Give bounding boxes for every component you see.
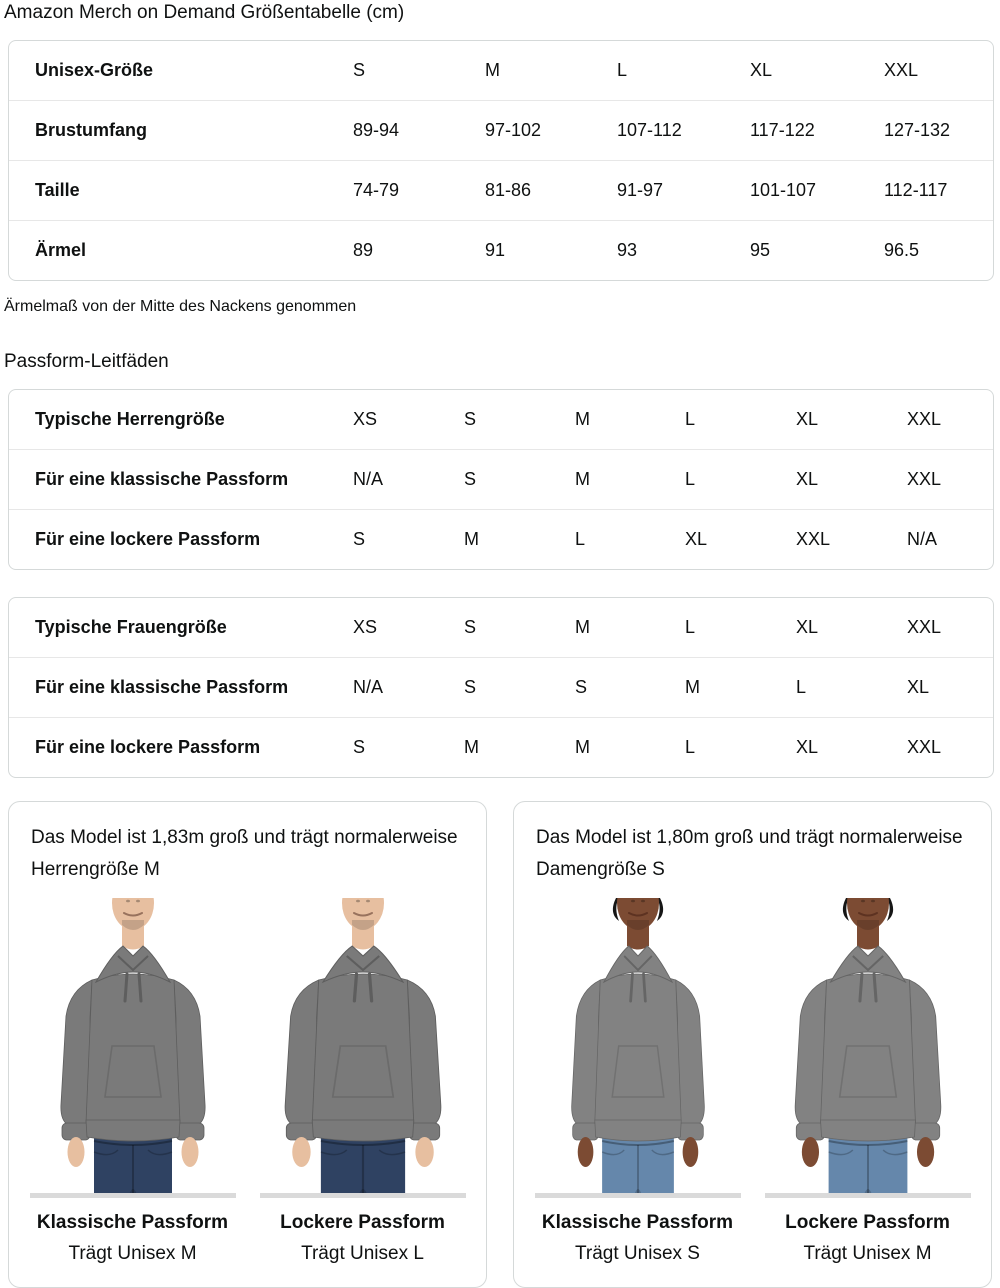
figures-row: [9, 898, 486, 1265]
size-cell: XL: [750, 60, 773, 80]
male-model-loose-fit-photo: [260, 898, 466, 1198]
table-row: [9, 657, 993, 717]
model-figure: [535, 898, 741, 1265]
row-label: Für eine klassische Passform: [9, 657, 353, 717]
size-caption: Trägt Unisex L: [301, 1243, 424, 1264]
size-cell: S: [464, 449, 575, 509]
female-model-loose-fit-photo: [765, 898, 971, 1198]
size-caption: Trägt Unisex S: [575, 1243, 700, 1264]
table-row: [9, 509, 993, 569]
row-label: Für eine lockere Passform: [9, 717, 353, 777]
size-cell: XL: [907, 657, 993, 717]
size-cell: M: [685, 657, 796, 717]
size-caption: Trägt Unisex M: [803, 1243, 932, 1264]
value-cell: 127-132: [884, 100, 993, 160]
size-cell: XL: [796, 449, 907, 509]
value-cell: 112-117: [884, 160, 993, 220]
size-cell: XS: [353, 617, 378, 637]
size-cell: M: [575, 617, 590, 637]
size-cell: L: [796, 657, 907, 717]
size-cell: S: [353, 509, 464, 569]
table-row: [9, 100, 993, 160]
value-cell: 117-122: [750, 100, 884, 160]
table-row: [9, 160, 993, 220]
size-cell: S: [353, 60, 366, 80]
womens-model-card: [513, 801, 992, 1288]
size-cell: M: [464, 717, 575, 777]
value-cell: 81-86: [485, 160, 617, 220]
fit-caption: Klassische Passform: [36, 1212, 229, 1233]
unisex-size-table: [8, 40, 994, 281]
size-cell: M: [485, 60, 500, 80]
fit-caption: Lockere Passform: [785, 1212, 950, 1233]
size-cell: XXL: [796, 509, 907, 569]
model-figure: [765, 898, 971, 1265]
row-label: Typische Frauengröße: [35, 617, 227, 637]
row-label: Ärmel: [9, 220, 353, 280]
male-model-classic-fit-photo: [30, 898, 236, 1198]
figures-row: [514, 898, 991, 1265]
size-cell: S: [464, 657, 575, 717]
size-cell: L: [685, 449, 796, 509]
size-cell: M: [575, 449, 685, 509]
size-cell: XL: [685, 509, 796, 569]
female-model-classic-fit-photo: [535, 898, 741, 1198]
size-cell: S: [464, 409, 477, 429]
mens-fit-table: [8, 389, 994, 570]
value-cell: 95: [750, 220, 884, 280]
size-cell: N/A: [353, 657, 464, 717]
value-cell: 101-107: [750, 160, 884, 220]
size-cell: N/A: [353, 449, 464, 509]
value-cell: 93: [617, 220, 750, 280]
row-label: Für eine lockere Passform: [9, 509, 353, 569]
table-row: [9, 598, 993, 657]
sleeve-note: Ärmelmaß von der Mitte des Nackens genommen: [4, 298, 357, 315]
value-cell: 74-79: [353, 160, 485, 220]
row-label: Typische Herrengröße: [35, 409, 225, 429]
size-cell: L: [685, 717, 796, 777]
fit-guides-title: Passform-Leitfäden: [4, 351, 169, 372]
size-cell: N/A: [907, 509, 993, 569]
size-cell: XL: [796, 617, 819, 637]
value-cell: 91: [485, 220, 617, 280]
size-cell: XXL: [907, 449, 993, 509]
size-cell: XL: [796, 409, 819, 429]
table-row: [9, 41, 993, 100]
value-cell: 107-112: [617, 100, 750, 160]
row-label: Taille: [9, 160, 353, 220]
size-guide-page: [0, 2, 1000, 1288]
size-cell: XXL: [907, 409, 942, 429]
table-row: [9, 220, 993, 280]
size-caption: Trägt Unisex M: [68, 1243, 197, 1264]
size-cell: XXL: [907, 717, 993, 777]
fit-caption: Klassische Passform: [541, 1212, 734, 1233]
model-description: Das Model ist 1,80m groß und trägt normalerweise Damengröße S: [536, 827, 963, 880]
size-cell: M: [464, 509, 575, 569]
size-cell: L: [685, 409, 696, 429]
row-label: Für eine klassische Passform: [9, 449, 353, 509]
fit-caption: Lockere Passform: [280, 1212, 445, 1233]
size-cell: XXL: [907, 617, 942, 637]
model-cards: [8, 801, 992, 1288]
model-figure: [30, 898, 236, 1265]
size-cell: M: [575, 717, 685, 777]
size-cell: XL: [796, 717, 907, 777]
table-row: [9, 449, 993, 509]
womens-fit-table: [8, 597, 994, 778]
size-cell: S: [464, 617, 477, 637]
row-label: Unisex-Größe: [35, 60, 154, 80]
size-cell: S: [353, 717, 464, 777]
value-cell: 89-94: [353, 100, 485, 160]
mens-model-card: [8, 801, 487, 1288]
size-cell: L: [617, 60, 628, 80]
model-figure: [260, 898, 466, 1265]
size-cell: M: [575, 409, 590, 429]
model-description: Das Model ist 1,83m groß und trägt normalerweise Herrengröße M: [31, 827, 458, 880]
size-cell: S: [575, 657, 685, 717]
size-cell: L: [685, 617, 696, 637]
value-cell: 91-97: [617, 160, 750, 220]
value-cell: 89: [353, 220, 485, 280]
size-cell: XXL: [884, 60, 919, 80]
table-row: [9, 717, 993, 777]
value-cell: 97-102: [485, 100, 617, 160]
value-cell: 96.5: [884, 220, 993, 280]
size-cell: XS: [353, 409, 378, 429]
table-row: [9, 390, 993, 449]
size-cell: L: [575, 509, 685, 569]
row-label: Brustumfang: [9, 100, 353, 160]
page-title: Amazon Merch on Demand Größentabelle (cm): [4, 2, 405, 23]
